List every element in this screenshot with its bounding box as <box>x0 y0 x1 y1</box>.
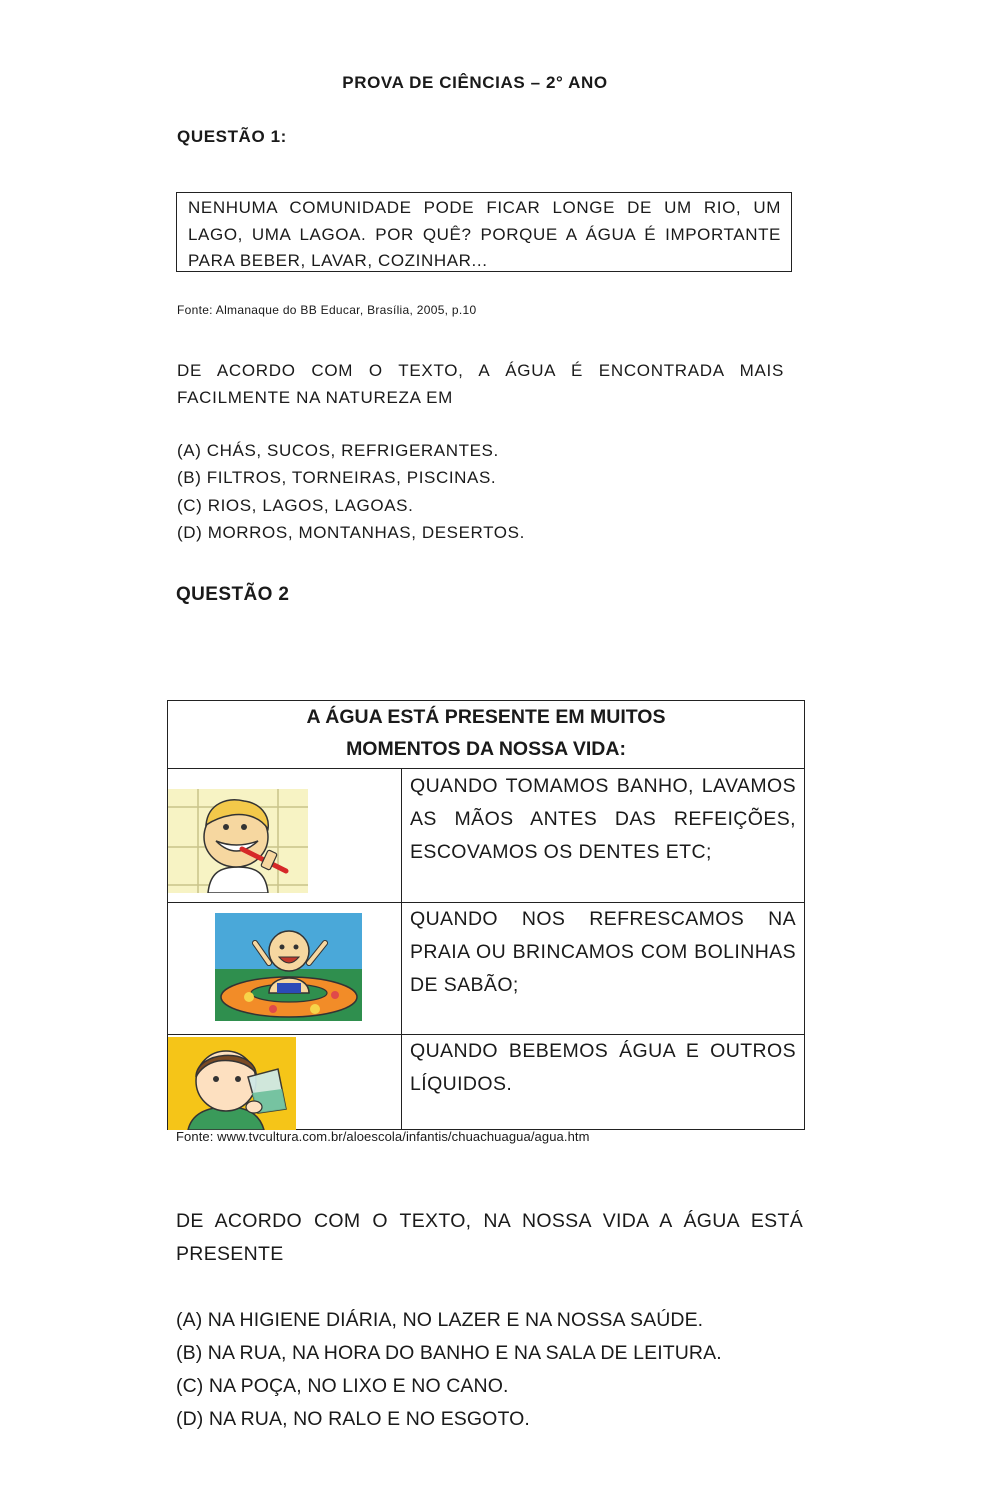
boy-drinking-water-illustration <box>168 1037 296 1130</box>
option-b[interactable]: (B) FILTROS, TORNEIRAS, PISCINAS. <box>177 468 497 488</box>
option-c[interactable]: (C) NA POÇA, NO LIXO E NO CANO. <box>176 1375 509 1397</box>
row-2-text: QUANDO NOS REFRESCAMOS NA PRAIA OU BRINCAMOS COM BOLINHAS DE SABÃO; <box>410 908 796 996</box>
question-1-heading: QUESTÃO 1: <box>177 127 287 146</box>
option-d[interactable]: (D) MORROS, MONTANHAS, DESERTOS. <box>177 522 525 542</box>
water-moments-table <box>167 700 805 1130</box>
question-2-heading: QUESTÃO 2 <box>176 584 290 605</box>
table-header <box>168 701 804 768</box>
question-2-source: Fonte: www.tvcultura.com.br/aloescola/infantis/chuachuagua/agua.htm <box>176 1129 590 1144</box>
boy-brushing-teeth-illustration <box>168 789 308 893</box>
question-2-prompt: DE ACORDO COM O TEXTO, NA NOSSA VIDA A ÁGUA ESTÁ PRESENTE <box>176 1210 803 1265</box>
question-1-options <box>177 437 525 546</box>
row-1-text: QUANDO TOMAMOS BANHO, LAVAMOS AS MÃOS ANTES DAS REFEIÇÕES, ESCOVAMOS OS DENTES ETC; <box>410 775 796 863</box>
option-a[interactable]: (A) CHÁS, SUCOS, REFRIGERANTES. <box>177 441 499 460</box>
option-c[interactable]: (C) RIOS, LAGOS, LAGOAS. <box>177 495 414 515</box>
table-header-line-2: MOMENTOS DA NOSSA VIDA: <box>346 738 626 760</box>
option-b[interactable]: (B) NA RUA, NA HORA DO BANHO E NA SALA DE LEITURA. <box>176 1342 722 1364</box>
option-a[interactable]: (A) NA HIGIENE DIÁRIA, NO LAZER E NA NOSSA SAÚDE. <box>176 1309 704 1331</box>
row-3-text: QUANDO BEBEMOS ÁGUA E OUTROS LÍQUIDOS. <box>410 1040 796 1095</box>
table-header-line-1: A ÁGUA ESTÁ PRESENTE EM MUITOS <box>306 706 666 728</box>
question-2-options <box>176 1304 722 1436</box>
baby-in-float-ring-illustration <box>215 913 362 1021</box>
question-1-source: Fonte: Almanaque do BB Educar, Brasília, 2005, p.10 <box>177 303 477 317</box>
option-d[interactable]: (D) NA RUA, NO RALO E NO ESGOTO. <box>176 1408 530 1430</box>
question-1-prompt: DE ACORDO COM O TEXTO, A ÁGUA É ENCONTRADA MAIS FACILMENTE NA NATUREZA EM <box>177 361 784 407</box>
page-title: PROVA DE CIÊNCIAS – 2° ANO <box>342 73 608 92</box>
question-1-text-box: NENHUMA COMUNIDADE PODE FICAR LONGE DE UM RIO, UM LAGO, UMA LAGOA. POR QUÊ? PORQUE A ÁGUA É IMPORTANTE PARA BEBER, LAVAR, COZINHAR... <box>176 192 792 272</box>
